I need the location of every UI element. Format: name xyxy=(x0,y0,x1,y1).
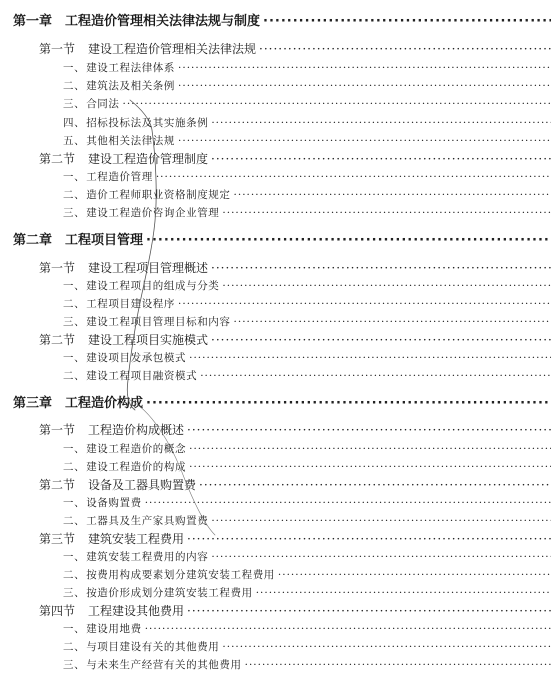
item-title: 建设项目发承包模式 xyxy=(86,352,187,364)
section-number: 第二节 xyxy=(39,152,76,166)
toc-item[interactable] xyxy=(0,458,551,476)
section-title: 设备及工器具购置费 xyxy=(88,478,197,492)
item-number: 三、 xyxy=(63,587,86,599)
toc-section[interactable] xyxy=(0,40,551,58)
chapter-number: 第二章 xyxy=(13,233,53,248)
item-title: 建设用地费 xyxy=(86,623,142,635)
toc-item[interactable] xyxy=(0,114,551,132)
leader-dots xyxy=(278,566,551,584)
section-number: 第三节 xyxy=(39,532,76,546)
toc-section[interactable] xyxy=(0,530,551,548)
leader-dots xyxy=(189,349,551,367)
toc-item[interactable] xyxy=(0,277,551,295)
item-number: 一、 xyxy=(63,623,86,635)
toc-item[interactable] xyxy=(0,440,551,458)
leader-dots xyxy=(178,59,551,77)
leader-dots xyxy=(211,150,551,168)
toc-section[interactable] xyxy=(0,331,551,349)
item-number: 四、 xyxy=(63,117,86,129)
toc-item[interactable] xyxy=(0,367,551,385)
item-title: 建设工程项目管理目标和内容 xyxy=(86,316,231,328)
leader-dots xyxy=(234,186,551,204)
leader-dots xyxy=(189,458,551,476)
item-title: 建筑安装工程费用的内容 xyxy=(86,551,209,563)
section-title: 建筑安装工程费用 xyxy=(88,532,185,546)
leader-dots xyxy=(156,168,551,186)
leader-dots xyxy=(187,421,551,439)
toc-chapter-1[interactable] xyxy=(0,13,551,31)
leader-dots xyxy=(256,584,551,602)
leader-dots xyxy=(245,656,551,674)
leader-dots xyxy=(211,114,551,132)
toc-item[interactable] xyxy=(0,584,551,602)
leader-dots xyxy=(178,77,551,95)
leader-dots xyxy=(178,132,551,150)
toc-item[interactable] xyxy=(0,349,551,367)
section-number: 第一节 xyxy=(39,42,76,56)
toc-item[interactable] xyxy=(0,132,551,150)
leader-dots xyxy=(178,295,551,313)
toc-item[interactable] xyxy=(0,295,551,313)
section-number: 第一节 xyxy=(39,261,76,275)
item-title: 建设工程项目融资模式 xyxy=(86,370,198,382)
leader-dots xyxy=(259,40,551,58)
toc-item[interactable] xyxy=(0,59,551,77)
leader-dots xyxy=(123,95,551,113)
item-number: 二、 xyxy=(63,461,86,473)
leader-dots xyxy=(211,259,551,277)
item-title: 按费用构成要素划分建筑安装工程费用 xyxy=(86,569,275,581)
item-title: 工程项目建设程序 xyxy=(86,298,176,310)
item-number: 二、 xyxy=(63,569,86,581)
toc-item[interactable] xyxy=(0,656,551,674)
item-title: 与项目建设有关的其他费用 xyxy=(86,641,220,653)
toc-item[interactable] xyxy=(0,77,551,95)
leader-dots xyxy=(145,620,551,638)
leader-dots xyxy=(187,530,551,548)
leader-dots xyxy=(200,367,551,385)
chapter-title: 工程造价构成 xyxy=(65,396,144,411)
toc-item[interactable] xyxy=(0,313,551,331)
item-number: 二、 xyxy=(63,298,86,310)
toc-chapter-3[interactable] xyxy=(0,395,551,413)
toc-section[interactable] xyxy=(0,602,551,620)
leader-dots xyxy=(145,494,551,512)
item-title: 设备购置费 xyxy=(86,497,142,509)
toc-section[interactable] xyxy=(0,150,551,168)
section-number: 第一节 xyxy=(39,423,76,437)
toc-item[interactable] xyxy=(0,638,551,656)
item-title: 建设工程法律体系 xyxy=(86,62,176,74)
leader-dots xyxy=(146,395,551,413)
toc-section[interactable] xyxy=(0,259,551,277)
leader-dots xyxy=(222,204,551,222)
section-title: 工程建设其他费用 xyxy=(88,604,185,618)
leader-dots xyxy=(211,512,551,530)
item-title: 建设工程项目的组成与分类 xyxy=(86,280,220,292)
item-number: 一、 xyxy=(63,280,86,292)
item-title: 建设工程造价的概念 xyxy=(86,443,187,455)
item-title: 工程造价管理 xyxy=(86,171,153,183)
item-number: 一、 xyxy=(63,551,86,563)
item-number: 二、 xyxy=(63,189,86,201)
item-number: 一、 xyxy=(63,352,86,364)
toc-item[interactable] xyxy=(0,512,551,530)
toc-chapter-2[interactable] xyxy=(0,232,551,250)
section-title: 工程造价构成概述 xyxy=(88,423,185,437)
item-number: 一、 xyxy=(63,443,86,455)
item-number: 五、 xyxy=(63,135,86,147)
toc-item[interactable] xyxy=(0,494,551,512)
item-number: 二、 xyxy=(63,370,86,382)
toc-item[interactable] xyxy=(0,620,551,638)
section-title: 建设工程项目管理概述 xyxy=(88,261,209,275)
leader-dots xyxy=(187,602,551,620)
toc-section[interactable] xyxy=(0,421,551,439)
leader-dots xyxy=(211,331,551,349)
section-number: 第二节 xyxy=(39,478,76,492)
section-title: 建设工程造价管理制度 xyxy=(88,152,209,166)
toc-item[interactable] xyxy=(0,566,551,584)
section-title: 建设工程造价管理相关法律法规 xyxy=(88,42,257,56)
item-title: 招标投标法及其实施条例 xyxy=(86,117,209,129)
toc-section[interactable] xyxy=(0,476,551,494)
item-number: 一、 xyxy=(63,62,86,74)
item-number: 二、 xyxy=(63,515,86,527)
toc-item[interactable] xyxy=(0,168,551,186)
item-number: 三、 xyxy=(63,659,86,671)
item-title: 建设工程造价的构成 xyxy=(86,461,187,473)
section-number: 第四节 xyxy=(39,604,76,618)
chapter-title: 工程造价管理相关法律法规与制度 xyxy=(65,14,261,29)
chapter-number: 第三章 xyxy=(13,396,53,411)
item-number: 三、 xyxy=(63,207,86,219)
item-title: 造价工程师职业资格制度规定 xyxy=(86,189,231,201)
item-number: 一、 xyxy=(63,171,86,183)
section-title: 建设工程项目实施模式 xyxy=(88,333,209,347)
leader-dots xyxy=(222,638,551,656)
toc-item[interactable] xyxy=(0,204,551,222)
item-number: 二、 xyxy=(63,80,86,92)
chapter-title: 工程项目管理 xyxy=(65,233,144,248)
item-title: 与未来生产经营有关的其他费用 xyxy=(86,659,242,671)
item-title: 其他相关法律法规 xyxy=(86,135,176,147)
toc-item[interactable] xyxy=(0,186,551,204)
toc-item[interactable] xyxy=(0,95,551,113)
chapter-number: 第一章 xyxy=(13,14,53,29)
leader-dots xyxy=(146,232,551,250)
leader-dots xyxy=(211,548,551,566)
item-number: 一、 xyxy=(63,497,86,509)
item-title: 按造价形成划分建筑安装工程费用 xyxy=(86,587,253,599)
item-title: 合同法 xyxy=(86,98,120,110)
leader-dots xyxy=(263,13,551,31)
item-title: 建设工程造价咨询企业管理 xyxy=(86,207,220,219)
toc-item[interactable] xyxy=(0,548,551,566)
leader-dots xyxy=(199,476,551,494)
item-title: 工器具及生产家具购置费 xyxy=(86,515,209,527)
leader-dots xyxy=(234,313,551,331)
item-number: 三、 xyxy=(63,316,86,328)
leader-dots xyxy=(222,277,551,295)
item-number: 三、 xyxy=(63,98,86,110)
item-number: 二、 xyxy=(63,641,86,653)
item-title: 建筑法及相关条例 xyxy=(86,80,176,92)
leader-dots xyxy=(189,440,551,458)
section-number: 第二节 xyxy=(39,333,76,347)
